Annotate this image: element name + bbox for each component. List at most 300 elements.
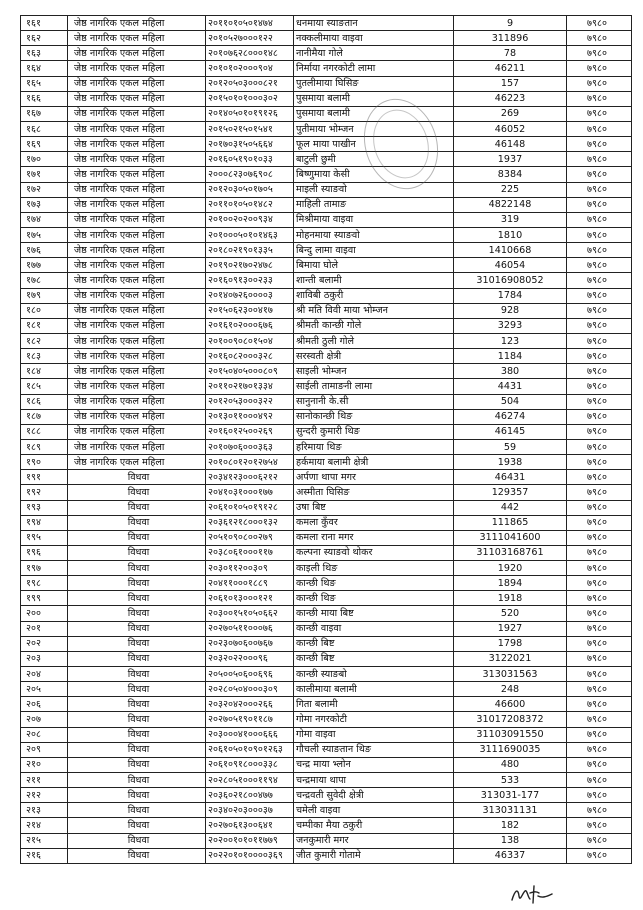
amount-cell: ७९८० xyxy=(567,561,632,576)
registration-id-cell: २०२८०५०४०००३०९ xyxy=(206,682,294,697)
registration-id-cell: २०३००१५१०५०६६२ xyxy=(206,606,294,621)
account-number-cell: 59 xyxy=(454,439,567,454)
registration-id-cell: २०००८२३०७६९०८ xyxy=(206,167,294,182)
amount-cell: ७९८० xyxy=(567,576,632,591)
table-row xyxy=(21,76,632,91)
amount-cell: ७९८० xyxy=(567,455,632,470)
beneficiary-name-cell: कान्छी वाइवा xyxy=(294,621,454,636)
beneficiary-name-cell: बिन्दु लामा वाइवा xyxy=(294,243,454,258)
registration-id-cell: २०६१०९१८०००३३८ xyxy=(206,757,294,772)
registration-id-cell: २०१३०११०००४९२ xyxy=(206,409,294,424)
amount-cell: ७९८० xyxy=(567,16,632,31)
beneficiary-name-cell: निर्माया नगरकोटी लामा xyxy=(294,61,454,76)
table-row xyxy=(21,606,632,621)
amount-cell: ७९८० xyxy=(567,424,632,439)
registration-id-cell: २०१०८०१२०१२७५४ xyxy=(206,455,294,470)
table-row xyxy=(21,576,632,591)
beneficiary-name-cell: उषा बिष्ट xyxy=(294,500,454,515)
amount-cell: ७९८० xyxy=(567,591,632,606)
beneficiary-category-cell: जेष्ठ नागरिक एकल महिला xyxy=(68,424,206,439)
amount-cell: ७९८० xyxy=(567,606,632,621)
serial-number-cell: १७३ xyxy=(21,197,68,212)
beneficiary-name-cell: गोमा वाइवा xyxy=(294,727,454,742)
amount-cell: ७९८० xyxy=(567,394,632,409)
beneficiary-category-cell: विधवा xyxy=(68,848,206,863)
serial-number-cell: १६६ xyxy=(21,91,68,106)
serial-number-cell: १८६ xyxy=(21,394,68,409)
beneficiary-name-cell: चमेली वाइवा xyxy=(294,803,454,818)
beneficiary-category-cell: जेष्ठ नागरिक एकल महिला xyxy=(68,288,206,303)
serial-number-cell: २०८ xyxy=(21,727,68,742)
table-row xyxy=(21,470,632,485)
account-number-cell: 46211 xyxy=(454,61,567,76)
beneficiary-category-cell: विधवा xyxy=(68,742,206,757)
table-row xyxy=(21,803,632,818)
table-row xyxy=(21,636,632,651)
beneficiary-category-cell: विधवा xyxy=(68,757,206,772)
registration-id-cell: २०२८०५१०००११९४ xyxy=(206,773,294,788)
serial-number-cell: २१५ xyxy=(21,833,68,848)
account-number-cell: 1784 xyxy=(454,288,567,303)
table-row xyxy=(21,318,632,333)
table-row xyxy=(21,591,632,606)
registration-id-cell: २०१६०९१३००२३३ xyxy=(206,273,294,288)
registration-id-cell: २०१५०४०५०००८०९ xyxy=(206,364,294,379)
amount-cell: ७९८० xyxy=(567,409,632,424)
account-number-cell: 1894 xyxy=(454,576,567,591)
table-row xyxy=(21,424,632,439)
account-number-cell: 157 xyxy=(454,76,567,91)
table-row xyxy=(21,712,632,727)
serial-number-cell: १९७ xyxy=(21,561,68,576)
registration-id-cell: २०३६०२१८००४७७ xyxy=(206,788,294,803)
beneficiary-category-cell: विधवा xyxy=(68,591,206,606)
beneficiary-name-cell: बिमाया घोले xyxy=(294,258,454,273)
account-number-cell: 4431 xyxy=(454,379,567,394)
beneficiary-category-cell: जेष्ठ नागरिक एकल महिला xyxy=(68,121,206,136)
table-row xyxy=(21,561,632,576)
account-number-cell: 504 xyxy=(454,394,567,409)
account-number-cell: 31016908052 xyxy=(454,273,567,288)
beneficiary-name-cell: सानोकान्छी थिङ xyxy=(294,409,454,424)
serial-number-cell: १८४ xyxy=(21,364,68,379)
account-number-cell: 3122021 xyxy=(454,651,567,666)
beneficiary-name-cell: कान्छी थिङ xyxy=(294,591,454,606)
account-number-cell: 311896 xyxy=(454,31,567,46)
beneficiary-name-cell: कान्छी स्याङबो xyxy=(294,667,454,682)
table-row xyxy=(21,364,632,379)
account-number-cell: 9 xyxy=(454,16,567,31)
serial-number-cell: १८८ xyxy=(21,424,68,439)
amount-cell: ७९८० xyxy=(567,788,632,803)
serial-number-cell: १७५ xyxy=(21,227,68,242)
table-row xyxy=(21,91,632,106)
handwritten-signature xyxy=(508,882,556,906)
table-row xyxy=(21,788,632,803)
beneficiary-category-cell: विधवा xyxy=(68,470,206,485)
amount-cell: ७९८० xyxy=(567,227,632,242)
serial-number-cell: २०४ xyxy=(21,667,68,682)
account-number-cell: 78 xyxy=(454,46,567,61)
amount-cell: ७९८० xyxy=(567,530,632,545)
account-number-cell: 46054 xyxy=(454,258,567,273)
beneficiary-category-cell: जेष्ठ नागरिक एकल महिला xyxy=(68,364,206,379)
serial-number-cell: १६१ xyxy=(21,16,68,31)
amount-cell: ७९८० xyxy=(567,621,632,636)
account-number-cell: 1920 xyxy=(454,561,567,576)
amount-cell: ७९८० xyxy=(567,667,632,682)
amount-cell: ७९८० xyxy=(567,515,632,530)
amount-cell: ७९८० xyxy=(567,848,632,863)
beneficiary-category-cell: जेष्ठ नागरिक एकल महिला xyxy=(68,243,206,258)
beneficiary-category-cell: जेष्ठ नागरिक एकल महिला xyxy=(68,394,206,409)
beneficiary-name-cell: सरस्वती क्षेत्री xyxy=(294,349,454,364)
amount-cell: ७९८० xyxy=(567,46,632,61)
beneficiary-category-cell: जेष्ठ नागरिक एकल महिला xyxy=(68,31,206,46)
beneficiary-name-cell: सानुनानी के.सी xyxy=(294,394,454,409)
serial-number-cell: १८५ xyxy=(21,379,68,394)
table-row xyxy=(21,16,632,31)
table-row xyxy=(21,409,632,424)
amount-cell: ७९८० xyxy=(567,833,632,848)
beneficiary-category-cell: जेष्ठ नागरिक एकल महिला xyxy=(68,333,206,348)
account-number-cell: 1810 xyxy=(454,227,567,242)
table-row xyxy=(21,697,632,712)
beneficiary-category-cell: जेष्ठ नागरिक एकल महिला xyxy=(68,197,206,212)
account-number-cell: 442 xyxy=(454,500,567,515)
serial-number-cell: १६८ xyxy=(21,121,68,136)
table-row xyxy=(21,333,632,348)
account-number-cell: 46148 xyxy=(454,137,567,152)
account-number-cell: 31103091550 xyxy=(454,727,567,742)
beneficiary-category-cell: विधवा xyxy=(68,818,206,833)
beneficiary-name-cell: चन्द्रमाया थापा xyxy=(294,773,454,788)
registration-id-cell: २०३४०२०३०००३७ xyxy=(206,803,294,818)
serial-number-cell: १९६ xyxy=(21,545,68,560)
amount-cell: ७९८० xyxy=(567,303,632,318)
registration-id-cell: २०३०११२००३०९ xyxy=(206,561,294,576)
table-row xyxy=(21,243,632,258)
serial-number-cell: १६४ xyxy=(21,61,68,76)
registration-id-cell: २०१५०१०१०००३०२ xyxy=(206,91,294,106)
amount-cell: ७९८० xyxy=(567,121,632,136)
account-number-cell: 225 xyxy=(454,182,567,197)
beneficiary-category-cell: जेष्ठ नागरिक एकल महिला xyxy=(68,137,206,152)
registration-id-cell: २०१५०२१५०१५४१ xyxy=(206,121,294,136)
registration-id-cell: २०२७०५१९०११८७ xyxy=(206,712,294,727)
table-row xyxy=(21,379,632,394)
table-row xyxy=(21,439,632,454)
beneficiary-list xyxy=(20,15,631,864)
amount-cell: ७९८० xyxy=(567,697,632,712)
account-number-cell: 533 xyxy=(454,773,567,788)
account-number-cell: 313031-177 xyxy=(454,788,567,803)
registration-id-cell: २०३६१२१८०००१३२ xyxy=(206,515,294,530)
serial-number-cell: २०९ xyxy=(21,742,68,757)
beneficiary-name-cell: शान्ती बलामी xyxy=(294,273,454,288)
registration-id-cell: २०५००५०६००६९६ xyxy=(206,667,294,682)
serial-number-cell: १९९ xyxy=(21,591,68,606)
beneficiary-name-cell: कान्छी माया बिष्ट xyxy=(294,606,454,621)
beneficiary-category-cell: विधवा xyxy=(68,833,206,848)
account-number-cell: 138 xyxy=(454,833,567,848)
amount-cell: ७९८० xyxy=(567,773,632,788)
serial-number-cell: १९४ xyxy=(21,515,68,530)
table-row xyxy=(21,742,632,757)
registration-id-cell: २०३४१२३०००६२१२ xyxy=(206,470,294,485)
registration-id-cell: २०१००९०८०१५०४ xyxy=(206,333,294,348)
beneficiary-category-cell: जेष्ठ नागरिक एकल महिला xyxy=(68,61,206,76)
registration-id-cell: २०४११०००१८८९ xyxy=(206,576,294,591)
amount-cell: ७९८० xyxy=(567,757,632,772)
account-number-cell: 1918 xyxy=(454,591,567,606)
account-number-cell: 380 xyxy=(454,364,567,379)
amount-cell: ७९८० xyxy=(567,712,632,727)
table-row xyxy=(21,197,632,212)
serial-number-cell: २०६ xyxy=(21,697,68,712)
account-number-cell: 31017208372 xyxy=(454,712,567,727)
serial-number-cell: १६५ xyxy=(21,76,68,91)
beneficiary-name-cell: चन्द्र माया भ्लोन xyxy=(294,757,454,772)
registration-id-cell: २०३२०४२०००२६६ xyxy=(206,697,294,712)
serial-number-cell: २१० xyxy=(21,757,68,772)
beneficiary-category-cell: जेष्ठ नागरिक एकल महिला xyxy=(68,152,206,167)
beneficiary-category-cell: जेष्ठ नागरिक एकल महिला xyxy=(68,303,206,318)
serial-number-cell: २०५ xyxy=(21,682,68,697)
serial-number-cell: १७४ xyxy=(21,212,68,227)
registration-id-cell: २०५१०९०८००२७९ xyxy=(206,530,294,545)
beneficiary-category-cell: विधवा xyxy=(68,500,206,515)
beneficiary-name-cell: धनमाया स्याङतान xyxy=(294,16,454,31)
amount-cell: ७९८० xyxy=(567,167,632,182)
amount-cell: ७९८० xyxy=(567,636,632,651)
beneficiary-category-cell: जेष्ठ नागरिक एकल महिला xyxy=(68,379,206,394)
registration-id-cell: २०१६१०२०००६७६ xyxy=(206,318,294,333)
table-row xyxy=(21,227,632,242)
registration-id-cell: २०२००१०१०११७७९ xyxy=(206,833,294,848)
amount-cell: ७९८० xyxy=(567,803,632,818)
table-row xyxy=(21,303,632,318)
account-number-cell: 31103168761 xyxy=(454,545,567,560)
registration-id-cell: २०१०५२७०००१२२ xyxy=(206,31,294,46)
amount-cell: ७९८० xyxy=(567,485,632,500)
serial-number-cell: १८० xyxy=(21,303,68,318)
table-row xyxy=(21,349,632,364)
account-number-cell: 3293 xyxy=(454,318,567,333)
account-number-cell: 313031131 xyxy=(454,803,567,818)
serial-number-cell: १८१ xyxy=(21,318,68,333)
serial-number-cell: १९२ xyxy=(21,485,68,500)
table-row xyxy=(21,757,632,772)
beneficiary-category-cell: जेष्ठ नागरिक एकल महिला xyxy=(68,258,206,273)
serial-number-cell: १६३ xyxy=(21,46,68,61)
amount-cell: ७९८० xyxy=(567,439,632,454)
registration-id-cell: २०१२०५०३०००८२१ xyxy=(206,76,294,91)
amount-cell: ७९८० xyxy=(567,76,632,91)
registration-id-cell: २०२३०७०६००७६७ xyxy=(206,636,294,651)
registration-id-cell: २०२७०६१३००६४१ xyxy=(206,818,294,833)
amount-cell: ७९८० xyxy=(567,545,632,560)
beneficiary-category-cell: विधवा xyxy=(68,727,206,742)
account-number-cell: 1938 xyxy=(454,455,567,470)
beneficiary-category-cell: जेष्ठ नागरिक एकल महिला xyxy=(68,273,206,288)
amount-cell: ७९८० xyxy=(567,212,632,227)
beneficiary-name-cell: पुसमाया बलामी xyxy=(294,106,454,121)
beneficiary-name-cell: नक्कलीमाया वाइवा xyxy=(294,31,454,46)
account-number-cell: 182 xyxy=(454,818,567,833)
beneficiary-name-cell: माहिली तामाङ xyxy=(294,197,454,212)
beneficiary-name-cell: कालीमाया बलामी xyxy=(294,682,454,697)
registration-id-cell: २०१६०१२५००२६९ xyxy=(206,424,294,439)
serial-number-cell: १७१ xyxy=(21,167,68,182)
serial-number-cell: १६२ xyxy=(21,31,68,46)
account-number-cell: 1798 xyxy=(454,636,567,651)
serial-number-cell: २१६ xyxy=(21,848,68,863)
account-number-cell: 46431 xyxy=(454,470,567,485)
table-row xyxy=(21,106,632,121)
serial-number-cell: १७० xyxy=(21,152,68,167)
registration-id-cell: २०१९०२१७०२४७८ xyxy=(206,258,294,273)
table-row xyxy=(21,727,632,742)
beneficiary-category-cell: जेष्ठ नागरिक एकल महिला xyxy=(68,409,206,424)
registration-id-cell: २०३०००४१०००६६६ xyxy=(206,727,294,742)
beneficiary-category-cell: विधवा xyxy=(68,530,206,545)
beneficiary-category-cell: विधवा xyxy=(68,667,206,682)
beneficiary-name-cell: श्रीमती कान्छी गोले xyxy=(294,318,454,333)
serial-number-cell: २०३ xyxy=(21,651,68,666)
beneficiary-category-cell: विधवा xyxy=(68,651,206,666)
beneficiary-name-cell: कान्छी बिष्ट xyxy=(294,651,454,666)
serial-number-cell: १७८ xyxy=(21,273,68,288)
account-number-cell: 46052 xyxy=(454,121,567,136)
account-number-cell: 248 xyxy=(454,682,567,697)
beneficiary-name-cell: चन्द्रवती सुवेदी क्षेत्री xyxy=(294,788,454,803)
amount-cell: ७९८० xyxy=(567,61,632,76)
amount-cell: ७९८० xyxy=(567,273,632,288)
beneficiary-category-cell: जेष्ठ नागरिक एकल महिला xyxy=(68,16,206,31)
table-row xyxy=(21,152,632,167)
amount-cell: ७९८० xyxy=(567,682,632,697)
account-number-cell: 46337 xyxy=(454,848,567,863)
amount-cell: ७९८० xyxy=(567,106,632,121)
beneficiary-category-cell: विधवा xyxy=(68,485,206,500)
registration-id-cell: २०६१०५०१०९०१२६३ xyxy=(206,742,294,757)
registration-id-cell: २०१०७०६०००३६३ xyxy=(206,439,294,454)
table-row xyxy=(21,530,632,545)
account-number-cell: 1410668 xyxy=(454,243,567,258)
table-row xyxy=(21,394,632,409)
beneficiary-name-cell: गोमा नगरकोटी xyxy=(294,712,454,727)
beneficiary-name-cell: बिष्णुमाया केसी xyxy=(294,167,454,182)
registration-id-cell: २०३८०६१०००११७ xyxy=(206,545,294,560)
account-number-cell: 480 xyxy=(454,757,567,772)
serial-number-cell: १९३ xyxy=(21,500,68,515)
amount-cell: ७९८० xyxy=(567,288,632,303)
account-number-cell: 269 xyxy=(454,106,567,121)
amount-cell: ७९८० xyxy=(567,333,632,348)
beneficiary-name-cell: बाटुली छुमी xyxy=(294,152,454,167)
table-row xyxy=(21,833,632,848)
serial-number-cell: १९० xyxy=(21,455,68,470)
registration-id-cell: २०६१०१०५०१९१२८ xyxy=(206,500,294,515)
account-number-cell: 46274 xyxy=(454,409,567,424)
amount-cell: ७९८० xyxy=(567,364,632,379)
beneficiary-name-cell: अर्पणा थापा मगर xyxy=(294,470,454,485)
serial-number-cell: २१४ xyxy=(21,818,68,833)
beneficiary-name-cell: नानीमैया गोले xyxy=(294,46,454,61)
registration-id-cell: २०१०००५०१०१४६३ xyxy=(206,227,294,242)
registration-id-cell: २०३२०२२०००९६ xyxy=(206,651,294,666)
registration-id-cell: २०२७०५११०००७६ xyxy=(206,621,294,636)
serial-number-cell: १८९ xyxy=(21,439,68,454)
beneficiary-category-cell: विधवा xyxy=(68,636,206,651)
beneficiary-category-cell: जेष्ठ नागरिक एकल महिला xyxy=(68,167,206,182)
table-row xyxy=(21,667,632,682)
beneficiary-name-cell: पुसमाया बलामी xyxy=(294,91,454,106)
beneficiary-category-cell: विधवा xyxy=(68,621,206,636)
table-row xyxy=(21,818,632,833)
beneficiary-name-cell: मोहनमाया स्याङवो xyxy=(294,227,454,242)
beneficiary-name-cell: जीत कुमारी गोतामे xyxy=(294,848,454,863)
registration-id-cell: २०१२०५३०००३२२ xyxy=(206,394,294,409)
beneficiary-name-cell: श्रीमती ठुली गोले xyxy=(294,333,454,348)
beneficiary-category-cell: जेष्ठ नागरिक एकल महिला xyxy=(68,227,206,242)
beneficiary-category-cell: विधवा xyxy=(68,545,206,560)
serial-number-cell: १९५ xyxy=(21,530,68,545)
serial-number-cell: १७९ xyxy=(21,288,68,303)
serial-number-cell: २०१ xyxy=(21,621,68,636)
beneficiary-category-cell: जेष्ठ नागरिक एकल महिला xyxy=(68,212,206,227)
table-row xyxy=(21,273,632,288)
table-row xyxy=(21,61,632,76)
registration-id-cell: २०११०१०५०१४७४ xyxy=(206,16,294,31)
registration-id-cell: २०२२०१०१००००३६९ xyxy=(206,848,294,863)
amount-cell: ७९८० xyxy=(567,818,632,833)
beneficiary-name-cell: साईली तामाङनी लामा xyxy=(294,379,454,394)
registration-id-cell: २०१०१०२०००९०४ xyxy=(206,61,294,76)
account-number-cell: 1927 xyxy=(454,621,567,636)
beneficiary-name-cell: गौचली स्याङतान थिङ xyxy=(294,742,454,757)
beneficiary-category-cell: जेष्ठ नागरिक एकल महिला xyxy=(68,76,206,91)
table-row xyxy=(21,621,632,636)
table-row xyxy=(21,212,632,227)
table-row xyxy=(21,46,632,61)
table-row xyxy=(21,500,632,515)
account-number-cell: 319 xyxy=(454,212,567,227)
beneficiary-category-cell: विधवा xyxy=(68,712,206,727)
table-row xyxy=(21,651,632,666)
serial-number-cell: १९१ xyxy=(21,470,68,485)
registration-id-cell: २०११०२१७०१३३४ xyxy=(206,379,294,394)
beneficiary-category-cell: विधवा xyxy=(68,576,206,591)
account-number-cell: 46145 xyxy=(454,424,567,439)
amount-cell: ७९८० xyxy=(567,742,632,757)
account-number-cell: 3111690035 xyxy=(454,742,567,757)
serial-number-cell: २१३ xyxy=(21,803,68,818)
registration-id-cell: २०१६०८२०००३२८ xyxy=(206,349,294,364)
beneficiary-name-cell: जनकुमारी मगर xyxy=(294,833,454,848)
beneficiary-name-cell: मिश्रीमाया वाइवा xyxy=(294,212,454,227)
beneficiary-name-cell: हर्कमाया बलामी क्षेत्री xyxy=(294,455,454,470)
serial-number-cell: १७२ xyxy=(21,182,68,197)
registration-id-cell: २०१४०५०१०१९१२६ xyxy=(206,106,294,121)
amount-cell: ७९८० xyxy=(567,197,632,212)
registration-id-cell: २०१६०५१९०१०३३ xyxy=(206,152,294,167)
serial-number-cell: २०७ xyxy=(21,712,68,727)
beneficiary-name-cell: काइली थिङ xyxy=(294,561,454,576)
serial-number-cell: १८२ xyxy=(21,333,68,348)
amount-cell: ७९८० xyxy=(567,651,632,666)
